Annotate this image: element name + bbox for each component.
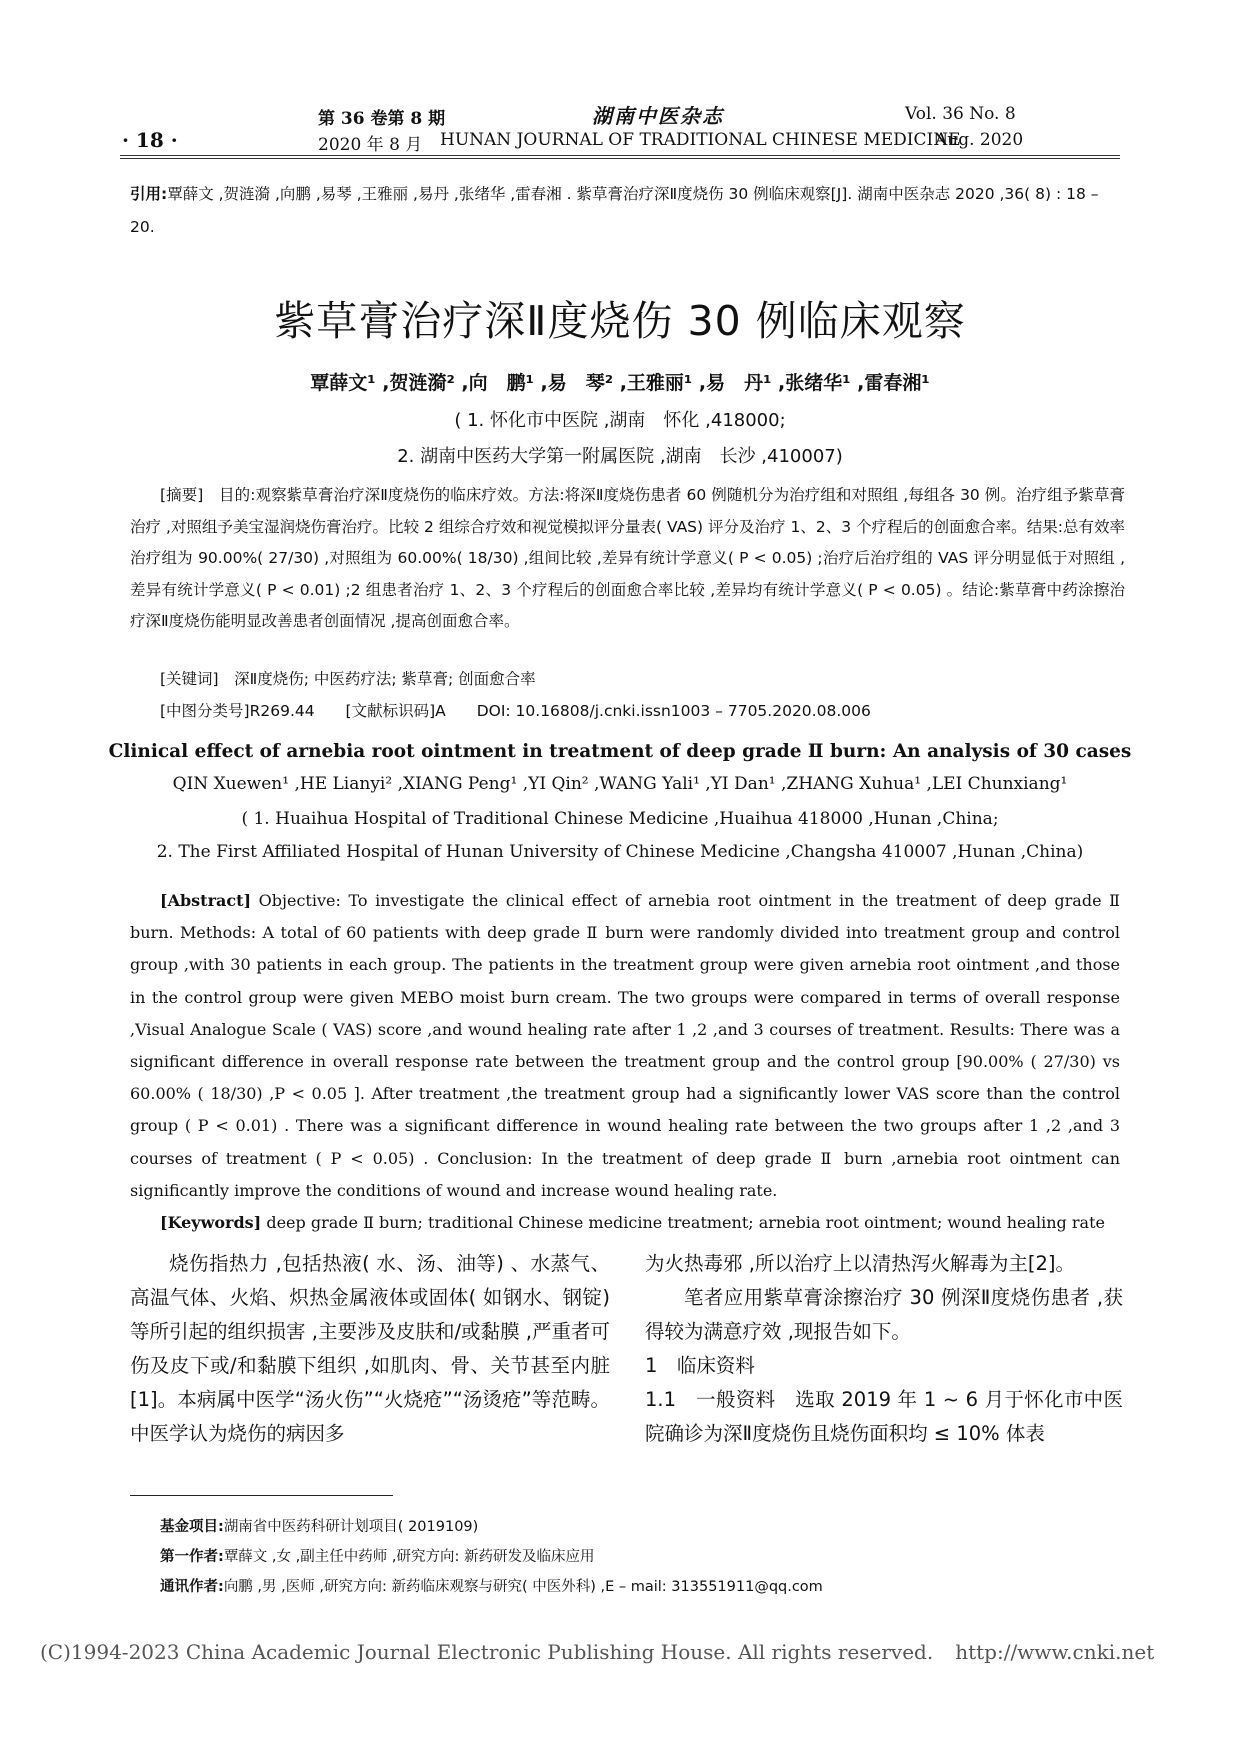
abstract-en — [130, 885, 1120, 1207]
body-paragraph: 为火热毒邪 ,所以治疗上以清热泻火解毒为主[2]。 — [645, 1252, 1076, 1275]
authors-en: QIN Xuewen¹ ,HE Lianyi² ,XIANG Peng¹ ,YI Qin² ,WANG Yali¹ ,YI Dan¹ ,ZHANG Xuhua¹ ,LEI Chunxiang¹ — [172, 774, 1068, 794]
abstract-en-label: [Abstract] — [160, 891, 252, 910]
affiliation-en-2: 2. The First Affiliated Hospital of Hunan University of Chinese Medicine ,Changsha 410007 ,Hunan ,China) — [156, 842, 1084, 862]
affiliation-cn-1: ( 1. 怀化市中医院 ,湖南 怀化 ,418000; — [454, 410, 786, 431]
citation-label: 引用: — [130, 185, 168, 203]
body-paragraph: 1.1 一般资料 选取 2019 年 1 ~ 6 月于怀化市中医院确诊为深Ⅱ度烧伤且烧伤面积均 ≤ 10% 体表 — [645, 1388, 1123, 1445]
footnote-text: 向鹏 ,男 ,医师 ,研究方向: 新药临床观察与研究( 中医外科) ,E – mail: 313551911@qq.com — [223, 1579, 823, 1595]
journal-title-cn: 湖南中医杂志 — [592, 104, 724, 128]
footnote-label: 第一作者: — [160, 1549, 224, 1565]
body-right-column — [645, 1247, 1123, 1451]
volume-en: Vol. 36 No. 8 — [905, 104, 1016, 124]
footnote-label: 通讯作者: — [160, 1579, 224, 1595]
clc-number: [中图分类号]R269.44 — [160, 702, 315, 720]
keywords-en-label: [Keywords] — [160, 1213, 262, 1232]
body-paragraph: 笔者应用紫草膏涂擦治疗 30 例深Ⅱ度烧伤患者 ,获得较为满意疗效 ,现报告如下。 — [645, 1286, 1123, 1343]
journal-title-en: HUNAN JOURNAL OF TRADITIONAL CHINESE MEDICINE — [440, 130, 961, 150]
affiliation-en-1: ( 1. Huaihua Hospital of Traditional Chinese Medicine ,Huaihua 418000 ,Hunan ,China; — [241, 809, 999, 829]
abstract-cn: [摘要] 目的:观察紫草膏治疗深Ⅱ度烧伤的临床疗效。方法:将深Ⅱ度烧伤患者 60 例随机分为治疗组和对照组 ,每组各 30 例。治疗组予紫草膏治疗 ,对照组予美宝湿润烧伤膏治疗。比较 2 组综合疗效和视觉模拟评分量表( VAS) 评分及治疗 1、2、3 个疗程后的创面愈合率。结果:总有效率治疗组为 90.00%( 27/30) ,对照组为 60.00%( 18/30) ,组间比较 ,差异有统计学意义( P < 0.05) ;治疗后治疗组的 VAS 评分明显低于对照组 ,差异有统计学意义( P < 0.01) ;2 组患者治疗 1、2、3 个疗程后的创面愈合率比较 ,差异均有统计学意义( P < 0.05) 。结论:紫草膏中药涂擦治疗深Ⅱ度烧伤能明显改善患者创面情况 ,提高创面愈合率。 — [130, 486, 1125, 630]
keywords-cn: [关键词] 深Ⅱ度烧伤; 中医药疗法; 紫草膏; 创面愈合率 — [160, 670, 536, 688]
keywords-en-text: deep grade Ⅱ burn; traditional Chinese medicine treatment; arnebia root ointment; wound healing rate — [261, 1213, 1105, 1232]
copyright-text: (C)1994-2023 China Academic Journal Electronic Publishing House. All rights reserved. — [40, 1640, 934, 1664]
classification-line — [160, 699, 897, 721]
date-en: Aug. 2020 — [935, 130, 1024, 150]
section-heading: 1 临床资料 — [645, 1354, 755, 1377]
affiliation-cn-2: 2. 湖南中医药大学第一附属医院 ,湖南 长沙 ,410007) — [397, 446, 843, 467]
footnote-funding — [160, 1515, 478, 1536]
body-left-column: 烧伤指热力 ,包括热液( 水、汤、油等) 、水蒸气、高温气体、火焰、炽热金属液体或固体( 如钢水、钢锭) 等所引起的组织损害 ,主要涉及皮肤和/或黏膜 ,严重者可伤及皮下或/和黏膜下组织 ,如肌肉、骨、关节甚至内脏[1]。本病属中医学“汤火伤”“火烧疮”“汤烫疮”等范畴。中医学认为烧伤的病因多 — [130, 1252, 610, 1445]
citation — [130, 178, 1120, 244]
article-title-cn: 紫草膏治疗深Ⅱ度烧伤 30 例临床观察 — [274, 297, 966, 345]
footnote-rule — [130, 1495, 393, 1496]
article-title-en: Clinical effect of arnebia root ointment in treatment of deep grade Ⅱ burn: An analysis of 30 cases — [108, 741, 1132, 762]
authors-cn: 覃薛文¹ ,贺涟漪² ,向 鹏¹ ,易 琴² ,王雅丽¹ ,易 丹¹ ,张绪华¹ ,雷春湘¹ — [310, 372, 930, 394]
header-rule — [120, 155, 1120, 156]
date-cn: 2020 年 8 月 — [318, 135, 423, 155]
document-code: [文献标识码]A — [345, 702, 446, 720]
copyright-line — [40, 1640, 1176, 1664]
keywords-en — [160, 1213, 1105, 1232]
footnote-label: 基金项目: — [160, 1519, 224, 1535]
citation-text: 覃薛文 ,贺涟漪 ,向鹏 ,易琴 ,王雅丽 ,易丹 ,张绪华 ,雷春湘 . 紫草膏治疗深Ⅱ度烧伤 30 例临床观察[J]. 湖南中医杂志 2020 ,36( 8) : 18 – 20. — [130, 185, 1099, 236]
footnote-text: 覃薛文 ,女 ,副主任中药师 ,研究方向: 新药研发及临床应用 — [223, 1549, 595, 1565]
copyright-url: http://www.cnki.net — [955, 1640, 1155, 1664]
issue-cn: 第 36 卷第 8 期 — [318, 109, 446, 129]
page-number: · 18 · — [122, 128, 178, 152]
abstract-en-text: Objective: To investigate the clinical effect of arnebia root ointment in the treatment of deep grade Ⅱ burn. Methods: A total of 60 patients with deep grade Ⅱ burn were randomly divided into treatment group and control group ,with 30 patients in each group. The patients in the treatment group were given arnebia root ointment ,and those in the control group were given MEBO moist burn cream. The two groups were compared in terms of overall response ,Visual Analogue Scale ( VAS) score ,and wound healing rate after 1 ,2 ,and 3 courses of treatment. Results: There was a significant difference in overall response rate between the treatment group and the control group [90.00% ( 27/30) vs 60.00% ( 18/30) ,P < 0.05 ]. After treatment ,the treatment group had a significantly lower VAS score than the control group ( P < 0.01) . There was a significant difference in wound healing rate between the two groups after 1 ,2 ,and 3 courses of treatment ( P < 0.05) . Conclusion: In the treatment of deep grade Ⅱ burn ,arnebia root ointment can significantly improve the conditions of wound and increase wound healing rate. — [130, 891, 1120, 1200]
footnote-text: 湖南省中医药科研计划项目( 2019109) — [223, 1519, 479, 1535]
footnote-corresponding-author — [160, 1575, 823, 1596]
doi: DOI: 10.16808/j.cnki.issn1003 – 7705.2020.08.006 — [476, 702, 871, 720]
header-rule — [120, 158, 1120, 159]
footnote-first-author — [160, 1545, 594, 1566]
